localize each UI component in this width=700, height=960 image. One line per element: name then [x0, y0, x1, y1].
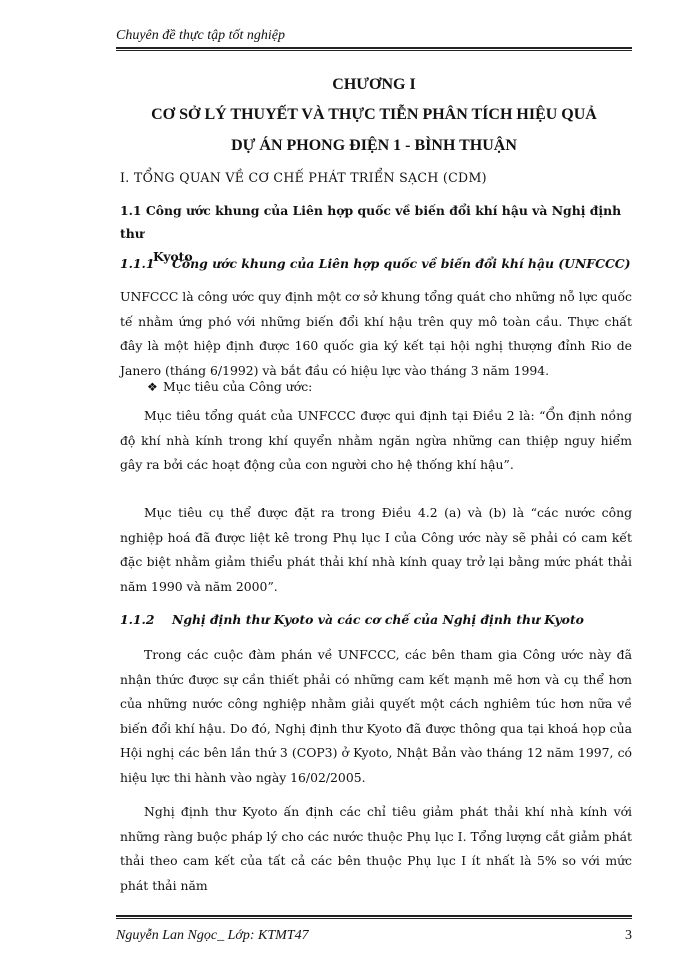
bullet-objectives [147, 379, 312, 394]
footer-rule [116, 915, 632, 919]
paragraph-general-objective: Mục tiêu tổng quát của UNFCCC được qui định tại Điều 2 là: “Ổn định nồng độ khí nhà kính trong khí quyển nhằm ngăn ngừa những can thiệp nguy hiểm gây ra bởi các hoạt động của con người cho hệ thống khí hậu”. [120, 408, 632, 472]
section-1-1-2-heading [120, 612, 634, 627]
section-1-1-1-number: 1.1.1 [120, 256, 155, 271]
section-1-1-line2: Kyoto [153, 249, 193, 264]
section-1-1-line1: 1.1 Công ước khung của Liên hợp quốc về biến đổi khí hậu và Nghị định thư [120, 203, 622, 241]
section-1-1-1-title: Công ước khung của Liên hợp quốc về biến đổi khí hậu (UNFCCC) [172, 256, 631, 271]
bullet-text: Mục tiêu của Công ước: [163, 379, 313, 394]
paragraph-kyoto-negotiation: Trong các cuộc đàm phán về UNFCCC, các bên tham gia Công ước này đã nhận thức được sự cần thiết phải có những cam kết mạnh mẽ hơn và cụ thể hơn của những nước công nghiệp nhằm giải quyết một cách nghiêm túc hơn nữa về biến đổi khí hậu. Do đó, Nghị định thư Kyoto đã được thông qua tại khoá họp của Hội nghị các bên lần thứ 3 (COP3) ở Kyoto, Nhật Bản vào tháng 12 năm 1997, có hiệu lực thi hành vào ngày 16/02/2005. [120, 647, 632, 785]
paragraph-kyoto-targets: Nghị định thư Kyoto ấn định các chỉ tiêu giảm phát thải khí nhà kính với những ràng buộc pháp lý cho các nước thuộc Phụ lục I. Tổng lượng cắt giảm phát thải theo cam kết của tất cả các bên thuộc Phụ lục I ít nhất là 5% so với mức phát thải năm [120, 804, 632, 893]
section-1-1-2-number: 1.1.2 [120, 612, 155, 627]
footer-author: Nguyễn Lan Ngọc_ Lớp: KTMT47 [116, 928, 309, 943]
page-number: 3 [625, 928, 632, 943]
diamond-bullet-icon: ❖ [147, 380, 158, 394]
header-rule [116, 47, 632, 51]
section-1-heading: I. TỔNG QUAN VỀ CƠ CHẾ PHÁT TRIỂN SẠCH (CDM) [120, 170, 487, 185]
section-1-1-1-heading [120, 256, 634, 271]
chapter-title-line2: DỰ ÁN PHONG ĐIỆN 1 - BÌNH THUẬN [231, 137, 517, 154]
paragraph-unfccc-intro: UNFCCC là công ước quy định một cơ sở khung tổng quát cho những nỗ lực quốc tế nhằm ứng phó với những biến đổi khí hậu trên quy mô toàn cầu. Thực chất đây là một hiệp định được 160 quốc gia ký kết tại hội nghị thượng đỉnh Rio de Janero (tháng 6/1992) và bắt đầu có hiệu lực vào tháng 3 năm 1994. [120, 289, 632, 378]
page-footer [116, 928, 632, 944]
paragraph-specific-objective: Mục tiêu cụ thể được đặt ra trong Điều 4.2 (a) và (b) là “các nước công nghiệp hoá đã được liệt kê trong Phụ lục I của Công ước này sẽ phải có cam kết đặc biệt nhằm giảm thiểu phát thải khí nhà kính quay trở lại bằng mức phát thải năm 1990 và năm 2000”. [120, 505, 632, 594]
page-header: Chuyên đề thực tập tốt nghiệp [116, 28, 285, 43]
chapter-label: CHƯƠNG I [332, 76, 416, 93]
section-1-1-2-title: Nghị định thư Kyoto và các cơ chế của Nghị định thư Kyoto [172, 612, 584, 627]
chapter-title-line1: CƠ SỞ LÝ THUYẾT VÀ THỰC TIỄN PHÂN TÍCH HIỆU QUẢ [151, 106, 597, 123]
